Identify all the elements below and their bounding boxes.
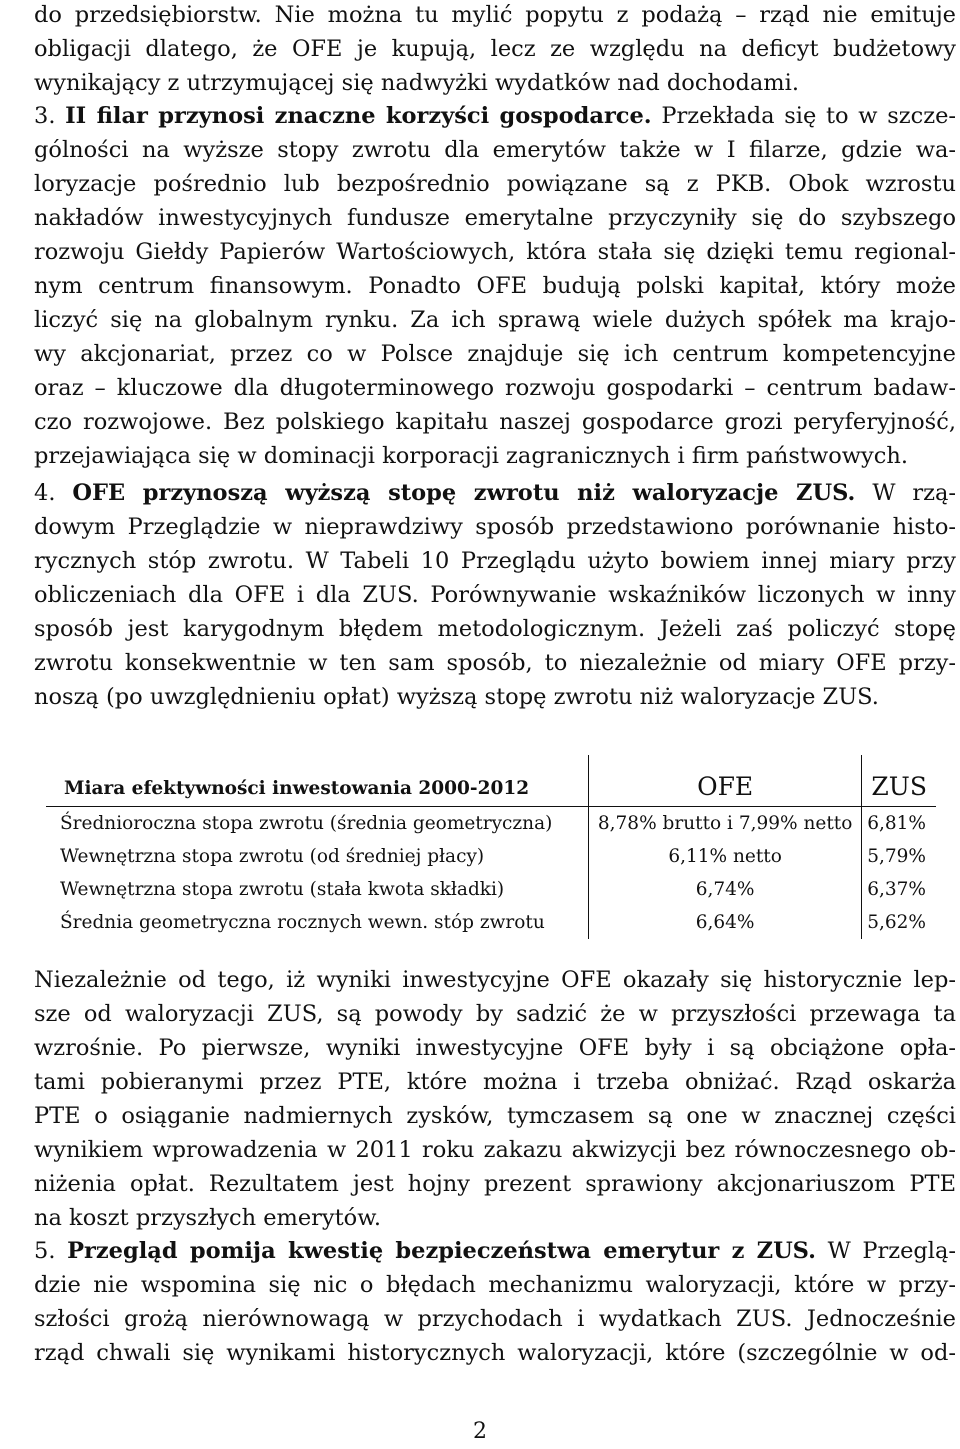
table-cell: 8,78% brutto i 7,99% netto	[588, 807, 861, 841]
list-item-3	[34, 99, 956, 473]
text-line: obliczeniach dla OFE i dla ZUS. Porównywanie wskaźników liczonych w inny	[34, 582, 956, 608]
text-line: Niezależnie od tego, iż wyniki inwestycyjne OFE okazały się historycznie lep-	[34, 967, 956, 993]
text-line: czo rozwojowe. Bez polskiego kapitału naszej gospodarce grozi peryferyjność,	[34, 409, 956, 435]
text-line: PTE o osiąganie nadmiernych zysków, tymczasem są one w znacznej części	[34, 1103, 956, 1129]
paragraph-after-table	[34, 963, 956, 1235]
text-line: wynikiem wprowadzenia w 2011 roku zakazu akwizycji bez równoczesnego ob-	[34, 1137, 956, 1163]
table-cell: Wewnętrzna stopa zwrotu (od średniej płacy)	[46, 840, 588, 873]
table-cell: 6,81%	[867, 813, 926, 834]
text-line: obligacji dlatego, że OFE je kupują, lecz ze względu na deficyt budżetowy	[34, 36, 956, 62]
text-line: sposób jest karygodnym błędem metodologicznym. Jeżeli zaś policzyć stopę	[34, 616, 956, 642]
text-line: rycznych stóp zwrotu. W Tabeli 10 Przeglądu użyto bowiem innej miary przy	[34, 548, 956, 574]
text-line: dzie nie wspomina się nic o błędach mechanizmu waloryzacji, które w przy-	[34, 1272, 956, 1298]
text-run: W rzą-	[855, 480, 957, 506]
table-row	[46, 906, 936, 939]
table-header-measure: Miara efektywności inwestowania 2000-2012	[46, 755, 588, 807]
list-item-5	[34, 1234, 956, 1370]
text-line: tami pobieranymi przez PTE, które można i trzeba obniżać. Rząd oskarża	[34, 1069, 956, 1095]
text-line: zwrotu konsekwentnie w ten sam sposób, to niezależnie od miary OFE przy-	[34, 650, 956, 676]
comparison-table	[46, 755, 936, 939]
text-line: oraz – kluczowe dla długoterminowego rozwoju gospodarki – centrum badaw-	[34, 375, 956, 401]
table-cell: Wewnętrzna stopa zwrotu (stała kwota składki)	[46, 873, 588, 906]
table-row	[46, 873, 936, 906]
item-number: 5.	[34, 1238, 56, 1264]
item-heading: Przegląd pomija kwestię bezpieczeństwa emerytur z ZUS.	[67, 1238, 816, 1264]
intro-paragraph	[34, 0, 956, 100]
text-line	[34, 1234, 956, 1268]
table-cell: 6,11% netto	[588, 840, 861, 873]
text-line: do przedsiębiorstw. Nie można tu mylić popytu z podażą – rząd nie emituje	[34, 2, 956, 28]
table-header-row	[46, 755, 936, 807]
text-line: na koszt przyszłych emerytów.	[34, 1205, 381, 1231]
text-line: loryzacje pośrednio lub bezpośrednio powiązane są z PKB. Obok wzrostu	[34, 171, 956, 197]
text-line: gólności na wyższe stopy zwrotu dla emerytów także w I filarze, gdzie wa-	[34, 137, 956, 163]
table-header-zus: ZUS	[871, 772, 927, 801]
text-line: noszą (po uwzględnieniu opłat) wyższą stopę zwrotu niż waloryzacje ZUS.	[34, 684, 879, 710]
table-cell: 6,64%	[588, 906, 861, 939]
text-run: W Przeglą-	[815, 1238, 956, 1264]
table-cell: 5,62%	[867, 912, 926, 933]
table-header-ofe: OFE	[588, 755, 861, 807]
text-line: wy akcjonariat, przez co w Polsce znajduje się ich centrum kompetencyjne	[34, 341, 956, 367]
text-line: rząd chwali się wynikami historycznych waloryzacji, które (szczególnie w od-	[34, 1340, 956, 1366]
text-line: wzrośnie. Po pierwsze, wyniki inwestycyjne OFE były i są obciążone opła-	[34, 1035, 956, 1061]
item-heading: II filar przynosi znaczne korzyści gospodarce.	[65, 103, 652, 129]
list-item-4	[34, 476, 956, 714]
text-line	[34, 476, 956, 510]
table-cell: Średnia geometryczna rocznych wewn. stóp zwrotu	[46, 906, 588, 939]
text-run: Przekłada się to w szcze-	[651, 103, 956, 129]
text-line: nakładów inwestycyjnych fundusze emerytalne przyczyniły się do szybszego	[34, 205, 956, 231]
table-row	[46, 807, 936, 841]
table-cell: 6,37%	[867, 879, 926, 900]
text-line: dowym Przeglądzie w nieprawdziwy sposób przedstawiono porównanie histo-	[34, 514, 956, 540]
item-number: 4.	[34, 480, 56, 506]
table-cell: 5,79%	[867, 846, 926, 867]
text-line: rozwoju Giełdy Papierów Wartościowych, która stała się dzięki temu regional-	[34, 239, 956, 265]
item-heading: OFE przynoszą wyższą stopę zwrotu niż waloryzacje ZUS.	[72, 480, 856, 506]
table-cell: Średnioroczna stopa zwrotu (średnia geometryczna)	[46, 807, 588, 841]
table-cell: 6,74%	[588, 873, 861, 906]
text-line	[34, 99, 956, 133]
text-line: wynikający z utrzymującej się nadwyżki wydatków nad dochodami.	[34, 70, 799, 96]
text-line: szłości grożą nierównowagą w przychodach i wydatkach ZUS. Jednocześnie	[34, 1306, 956, 1332]
text-line: liczyć się na globalnym rynku. Za ich sprawą wiele dużych spółek ma krajo-	[34, 307, 956, 333]
text-line: nym centrum finansowym. Ponadto OFE budują polski kapitał, który może	[34, 273, 956, 299]
page-number: 2	[473, 1419, 487, 1444]
text-line: sze od waloryzacji ZUS, są powody by sadzić że w przyszłości przewaga ta	[34, 1001, 956, 1027]
text-line: niżenia opłat. Rezultatem jest hojny prezent sprawiony akcjonariuszom PTE	[34, 1171, 956, 1197]
text-line: przejawiająca się w dominacji korporacji zagranicznych i firm państwowych.	[34, 443, 909, 469]
table-row	[46, 840, 936, 873]
item-number: 3.	[34, 103, 56, 129]
